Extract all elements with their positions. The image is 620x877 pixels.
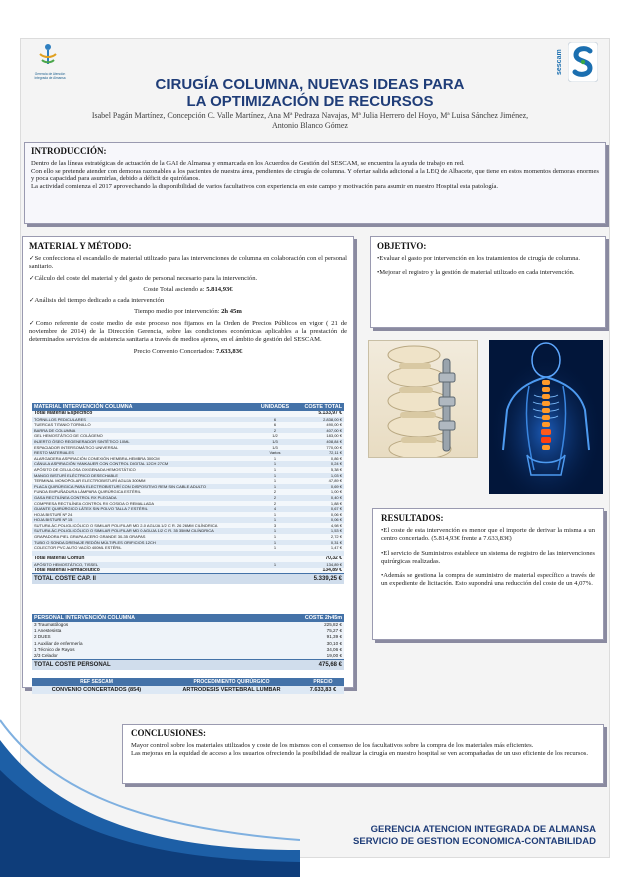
material-cost-cell: 2,72 € [294, 534, 344, 540]
cost-col-header: COSTE TOTAL [294, 403, 344, 411]
material-name-cell: COLECTOR PVC AUTO VACÍO 400ML ESTÉRIL [32, 545, 256, 551]
personal-name-cell: 2 DUES [32, 634, 284, 640]
material-name-cell: Total Material Farmacéutico [32, 568, 256, 574]
material-name-cell: HOJA BISTURÍ Nº 15 [32, 517, 256, 523]
personal-table-header [32, 614, 344, 622]
personal-total-value: 475,68 € [284, 660, 344, 671]
footer-line-1: GERENCIA ATENCION INTEGRADA DE ALMANSA [370, 824, 596, 835]
intro-paragraph-3: La actividad comienza el 2017 aprovechando la disponibilidad de varios facultativos con experiencia en este campo y motivación para asumir en nuestro Hospital esta patología. [31, 182, 499, 190]
procedure-cell: ARTRODESIS VERTEBRAL LUMBAR [161, 686, 302, 694]
personal-name-cell: 1 Auxiliar de enfermería [32, 641, 284, 647]
material-cost-cell: 490,00 € [294, 422, 344, 428]
personal-total-label: TOTAL COSTE PERSONAL [32, 660, 284, 671]
material-units-cell: 1 [256, 540, 294, 546]
material-cost-cell: 1,53 € [294, 528, 344, 534]
gai-logo-text: Gerencia de Atención Integrada de Almansa [34, 72, 66, 80]
personal-name-cell: 3 Traumatólogos [32, 622, 284, 628]
personal-cost-cell: 91,39 € [284, 634, 344, 640]
reference-table [32, 678, 344, 694]
method-paragraph-2: ✓Cálculo del coste del material y del gasto de personal necesario para la intervención. [29, 274, 258, 282]
personal-row [32, 653, 344, 660]
intro-section [24, 142, 606, 224]
footer [353, 824, 596, 848]
material-units-cell: 1/3 [256, 445, 294, 451]
material-units-cell: 1 [256, 534, 294, 540]
material-units-cell: 1 [256, 528, 294, 534]
method-avg-time [29, 308, 347, 316]
material-cost-cell: 134,89 € [294, 562, 344, 568]
material-cost-cell: 70,32 € [294, 556, 344, 562]
avg-time-label: Tiempo medio por intervención: [134, 308, 222, 316]
material-name-cell: HOJA BISTURÍ Nº 24 [32, 512, 256, 518]
material-name-cell: TUERCAS TITANIO TORNILLO [32, 422, 256, 428]
material-cost-cell: 0,67 € [294, 506, 344, 512]
material-name-cell: TUBO O SONDA DRENAJE REDÓN MÚLTIPLES ORIFICIOS 12CH [32, 540, 256, 546]
material-units-cell: 1 [256, 467, 294, 473]
reference-table-header [32, 678, 344, 686]
material-col-header: MATERIAL INTERVENCIÓN COLUMNA [32, 403, 256, 411]
material-name-cell: Total Material Específico [32, 411, 256, 417]
material-units-cell: 2 [256, 489, 294, 495]
material-name-cell: TERMINAL MONOPOLAR ELECTROBISTURÍ AGUJA 300MM [32, 478, 256, 484]
ref-col-header: REF SESCAM [32, 678, 161, 686]
material-total-row [32, 574, 344, 585]
material-units-cell: 1 [256, 517, 294, 523]
gai-logo-icon [36, 42, 60, 70]
personal-cost-cell: 75,27 € [284, 628, 344, 634]
material-name-cell: SUTURA ÁC.POLIGLICÓLICO O SIMILAR POLIFILAR MD 2-0 AGUJA 1/2 C R. 26 26MM CILÍNDRICA [32, 523, 256, 529]
personal-name-cell: 1 Técnico de Rayos [32, 647, 284, 653]
material-units-cell: Varios [256, 450, 294, 456]
material-cost-cell: 408,84 € [294, 439, 344, 445]
material-table-header [32, 403, 344, 411]
convenio-price-value: 7.633,83€ [215, 347, 243, 355]
material-cost-cell: 0,69 € [294, 484, 344, 490]
material-units-cell: 6 [256, 417, 294, 423]
material-cost-cell: 0,31 € [294, 540, 344, 546]
material-units-cell: 2 [256, 495, 294, 501]
authors [80, 111, 540, 131]
personal-name-cell: 1 Anestesista [32, 628, 284, 634]
objective-item-1: •Evaluar el gasto por intervención en los tratamientos de cirugía de columna. [377, 255, 580, 262]
personal-name-cell: 2/3 Celador [32, 653, 284, 660]
body-skeleton-illustration [489, 340, 603, 494]
conclusions-heading: CONCLUSIONES: [131, 728, 207, 738]
material-cost-cell: 770,00 € [294, 445, 344, 451]
material-cost-cell: 0,06 € [294, 517, 344, 523]
material-units-cell: 1 [256, 456, 294, 462]
sescam-s-icon [568, 42, 598, 82]
material-units-cell: 1 [256, 461, 294, 467]
material-name-cell: INJERTO ÓSEO REGENERADOR SINTÉTICO 10ML [32, 439, 256, 445]
objective-item-2: •Mejorar el registro y la gestión de material utilizado en cada intervención. [377, 269, 575, 277]
material-cost-cell: 0,24 € [294, 461, 344, 467]
material-name-cell: GEL HEMOSTÁTICO DE COLÁGENO [32, 433, 256, 439]
material-cost-cell: 0,06 € [294, 512, 344, 518]
material-table [32, 403, 344, 584]
material-name-cell: GASA RECTILÍNEA CONTROL RX PLEGADA [32, 495, 256, 501]
material-units-cell: 1 [256, 562, 294, 568]
spine-implant-image [368, 340, 478, 458]
material-name-cell: TORNILLOS PEDICULARES [32, 417, 256, 423]
authors-line-2: Antonio Blanco Gómez [272, 121, 348, 130]
method-paragraph-3: ✓Análisis del tiempo dedicado a cada intervención [29, 297, 165, 305]
personal-cost-cell: 34,06 € [284, 647, 344, 653]
spine-vertebrae-illustration [369, 341, 478, 458]
price-col-header: PRECIO [302, 678, 344, 686]
material-total-value: 5.339,25 € [294, 574, 344, 585]
results-heading: RESULTADOS: [381, 513, 444, 523]
title-line-2: LA OPTIMIZACIÓN DE RECURSOS [186, 93, 434, 110]
spine-xray-image [489, 340, 603, 494]
method-paragraph-4: ✓Como referente de coste medio de este proceso nos fijamos en la Orden de Precios Públicos en vigor ( 21 de noviembre de 2014) de la Dirección Gerencia, sobre las condiciones económicas aplicables a la prestación de determinados servicios de asistencia sanitaria a través de medios ajenos, en el ámbito de gestión del SESCAM. [29, 319, 347, 344]
material-units-cell: 2 [256, 501, 294, 507]
gai-almansa-logo [30, 42, 66, 98]
sescam-logo-text: sescam [556, 49, 563, 75]
material-name-cell: GRAPADORA PIEL GRAPA ACERO GRANDE 30-35 GRAPAS [32, 534, 256, 540]
convenio-price-label: Precio Convenio Concertados: [133, 347, 216, 355]
ref-cell: CONVENIO CONCERTADOS (854) [32, 686, 161, 694]
personal-col-header: PERSONAL INTERVENCIÓN COLUMNA [32, 614, 284, 622]
material-name-cell: APÓSITO HEMOSTÁTICO, TISSEL [32, 562, 256, 568]
material-total-label: TOTAL COSTE CAP. II [32, 574, 294, 585]
material-name-cell: ALARGADERA ASPIRACIÓN CONEXIÓN HEMBRA-HEMBRA 300CM [32, 456, 256, 462]
material-cost-cell: 1,03 € [294, 473, 344, 479]
results-item-2: •El servicio de Suministros establece un sistema de registro de las intervenciones quirúrgicas realizadas. [381, 549, 595, 565]
conclusions-paragraph-2: Las mejoras en la equidad de acceso a los usuarios ofreciendo la posibilidad de realizar la cirugía en nuestro hospital se ven acompañadas de un uso eficiente de los recursos. [131, 749, 589, 757]
method-paragraph-1: ✓Se confecciona el escandallo de material utilizado para las intervenciones de columna en colaboración con el personal sanitario. [29, 255, 347, 271]
material-cost-cell: 0,86 € [294, 456, 344, 462]
material-name-cell: COMPRESA RECTILÍNEA CONTROL RX COSIDA O REMALLADA [32, 501, 256, 507]
material-cost-cell: 1,88 € [294, 501, 344, 507]
material-cost-cell: 183,00 € [294, 433, 344, 439]
material-cost-cell: 47,89 € [294, 478, 344, 484]
price-cell: 7.633,83 € [302, 686, 344, 694]
material-units-cell: 1/2 [256, 433, 294, 439]
title-line-1: CIRUGÍA COLUMNA, NUEVAS IDEAS PARA [155, 76, 465, 93]
material-units-cell: 1 [256, 484, 294, 490]
material-cost-cell: 2.838,00 € [294, 417, 344, 423]
results-section [372, 508, 604, 640]
method-convenio-price [29, 348, 347, 356]
total-cost-value: 5.814,93€ [206, 285, 233, 293]
method-total-cost [29, 286, 347, 294]
results-item-1: •El coste de esta intervención es menor que el importe de derivar la misma a un centro concertado. (5.814,93€ frente a 7.633,83€) [381, 527, 595, 543]
material-cost-cell: 407,00 € [294, 428, 344, 434]
reference-row [32, 686, 344, 694]
personal-table [32, 614, 344, 670]
material-name-cell: RESTO MATERIALES [32, 450, 256, 456]
sescam-logo [556, 40, 600, 84]
poster-title [80, 76, 540, 110]
material-name-cell: APÓSITO DE CELULOSA OXIGENADA HEMOSTÁTICO [32, 467, 256, 473]
material-units-cell: 3 [256, 523, 294, 529]
material-units-cell: 2 [256, 428, 294, 434]
material-cost-cell: 72,11 € [294, 450, 344, 456]
material-cost-cell: 134,89 € [294, 568, 344, 574]
material-name-cell: MANGO BISTURÍ ELÉCTRICO DESECHABLE [32, 473, 256, 479]
method-heading: MATERIAL Y MÉTODO: [29, 241, 132, 251]
material-name-cell: FUNDA EMPUÑADURA LÁMPARA QUIRÚRGICA ESTÉRIL [32, 489, 256, 495]
avg-time-value: 2h 45m [221, 308, 242, 316]
results-item-3: •Además se gestiona la compra de suministro de material específico a través de un expediente de licitación. Esto supondrá una reducción del coste de un 4,07%. [381, 572, 595, 588]
material-name-cell: PLACA QUIRÚRGICA PARA ELECTROBISTURÍ CON DISPOSITIVO REM SIN CABLE ADULTO [32, 484, 256, 490]
material-units-cell: 1 [256, 478, 294, 484]
personal-cost-cell: 19,00 € [284, 653, 344, 660]
total-cost-label: Coste Total asciendo a: [143, 285, 207, 293]
material-cost-cell: 1,47 € [294, 545, 344, 551]
material-name-cell: SUTURA ÁC.POLIGLICÓLICO O SIMILAR POLIFILAR MD 0 AGUJA 1/2 C R. 35 35MM CILÍNDRICA [32, 528, 256, 534]
personal-cost-cell: 225,82 € [284, 622, 344, 628]
material-name-cell: BARRA DE COLUMNA [32, 428, 256, 434]
intro-paragraph-2: Con ello se pretende atender con demoras razonables a los pacientes de nuestra área, pendientes de cirugía de columna. Y ofertar salida adicional a la LEQ de Albacete, que tiene en estos momentos demoras enormes y poca capacidad para asumirlas, debido a déficit de quirófanos. [31, 167, 599, 183]
conclusions-paragraph-1: Mayor control sobre los materiales utilizados y coste de los mismos con el consenso de los facultativos sobre la compra de los materiales más eficientes. [131, 742, 534, 749]
objective-section [370, 236, 606, 328]
material-units-cell: 4 [256, 506, 294, 512]
material-units-cell: 1 [256, 545, 294, 551]
personal-total-row [32, 660, 344, 671]
material-name-cell: CÁNULA ASPIRACIÓN YANKAUER CON CONTROL DIGITAL 12CH 27CM [32, 461, 256, 467]
personal-cost-cell: 30,10 € [284, 641, 344, 647]
intro-paragraph-1: Dentro de las líneas estratégicas de actuación de la GAI de Almansa y enmarcada en los Acuerdos de Gestión del SESCAM, se encuentra la ayuda de trabajo en red. [31, 160, 465, 167]
units-col-header: UNIDADES [256, 403, 294, 411]
conclusions-section [122, 724, 604, 784]
material-cost-cell: 5.133,97 € [294, 411, 344, 417]
material-cost-cell: 5,38 € [294, 467, 344, 473]
material-name-cell: GUANTE QUIRÚRGICO LÁTEX SIN POLVO TALLA 7 ESTÉRIL [32, 506, 256, 512]
authors-line-1: Isabel Pagán Martínez, Concepción C. Valle Martínez, Ana Mª Pedraza Navajas, Mª Julia Herrero del Hoyo, Mª Luisa Sánchez Jiménez, [91, 111, 529, 120]
material-name-cell: ESPACIADOR INTERSOMÁTICO UNIVERSAL [32, 445, 256, 451]
material-units-cell: 1 [256, 512, 294, 518]
material-cost-cell: 1,00 € [294, 489, 344, 495]
footer-line-2: SERVICIO DE GESTION ECONOMICA-CONTABILIDAD [353, 836, 596, 847]
material-cost-cell: 4,98 € [294, 523, 344, 529]
intro-heading: INTRODUCCIÓN: [31, 146, 107, 156]
material-units-cell: 6 [256, 422, 294, 428]
material-cost-cell: 0,40 € [294, 495, 344, 501]
procedure-col-header: PROCEDIMIENTO QUIRÚRGICO [161, 678, 302, 686]
personal-cost-col-header: COSTE 2h45m [284, 614, 344, 622]
material-units-cell: 1/3 [256, 439, 294, 445]
material-name-cell: Total Material Común [32, 556, 256, 562]
objective-heading: OBJETIVO: [377, 241, 427, 251]
material-units-cell: 1 [256, 473, 294, 479]
